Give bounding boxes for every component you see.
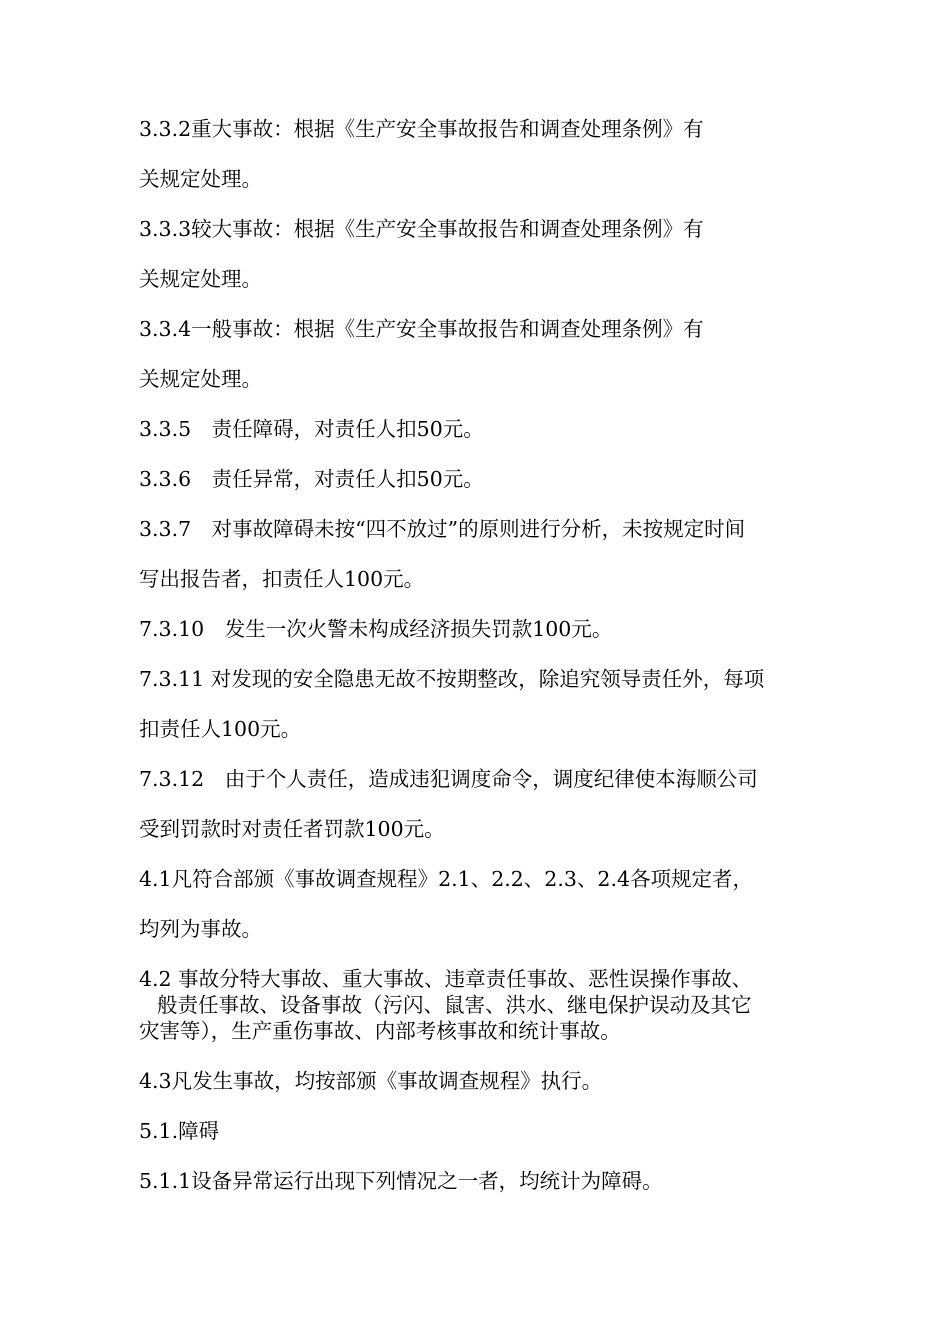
para-4-1-line-1: 4.1凡符合部颁《事故调查规程》2.1、2.2、2.3、2.4各项规定者， [139,867,754,891]
para-4-1-line-2: 均列为事故。 [139,917,262,941]
para-3-3-2-line-1: 3.3.2重大事故：根据《生产安全事故报告和调查处理条例》有 [139,117,704,141]
para-4-2-line-3: 灾害等），生产重伤事故、内部考核事故和统计事故。 [139,1019,621,1043]
para-7-3-10: 7.3.10 发生一次火警未构成经济损失罚款100元。 [139,617,613,641]
para-3-3-7-line-1: 3.3.7 对事故障碍未按“四不放过”的原则进行分析，未按规定时间 [139,517,746,541]
para-7-3-11-line-1: 7.3.11 对发现的安全隐患无故不按期整改，除追究领导责任外，每项 [139,667,765,691]
para-4-3: 4.3凡发生事故，均按部颁《事故调查规程》执行。 [139,1069,603,1093]
para-3-3-3-line-1: 3.3.3较大事故：根据《生产安全事故报告和调查处理条例》有 [139,217,704,241]
para-4-2 [139,966,829,1044]
para-3-3-4-line-2: 关规定处理。 [139,367,262,391]
para-4-2-line-2: 般责任事故、设备事故（污闪、鼠害、洪水、继电保护误动及其它 [157,993,752,1017]
para-5-1-1: 5.1.1设备异常运行出现下列情况之一者，均统计为障碍。 [139,1169,663,1193]
para-4-2-line-1: 4.2 事故分特大事故、重大事故、违章责任事故、恶性误操作事故、 [139,967,753,991]
para-7-3-12-line-2: 受到罚款时对责任者罚款100元。 [139,817,445,841]
para-3-3-4-line-1: 3.3.4一般事故：根据《生产安全事故报告和调查处理条例》有 [139,317,704,341]
para-7-3-11-line-2: 扣责任人100元。 [139,717,302,741]
para-3-3-2-line-2: 关规定处理。 [139,167,262,191]
para-3-3-5: 3.3.5 责任障碍，对责任人扣50元。 [139,417,484,441]
para-3-3-6: 3.3.6 责任异常，对责任人扣50元。 [139,467,484,491]
para-3-3-3-line-2: 关规定处理。 [139,267,262,291]
para-7-3-12-line-1: 7.3.12 由于个人责任，造成违犯调度命令，调度纪律使本海顺公司 [139,767,758,791]
para-3-3-7-line-2: 写出报告者，扣责任人100元。 [139,567,425,591]
para-5-1-heading: 5.1.障碍 [139,1119,220,1143]
